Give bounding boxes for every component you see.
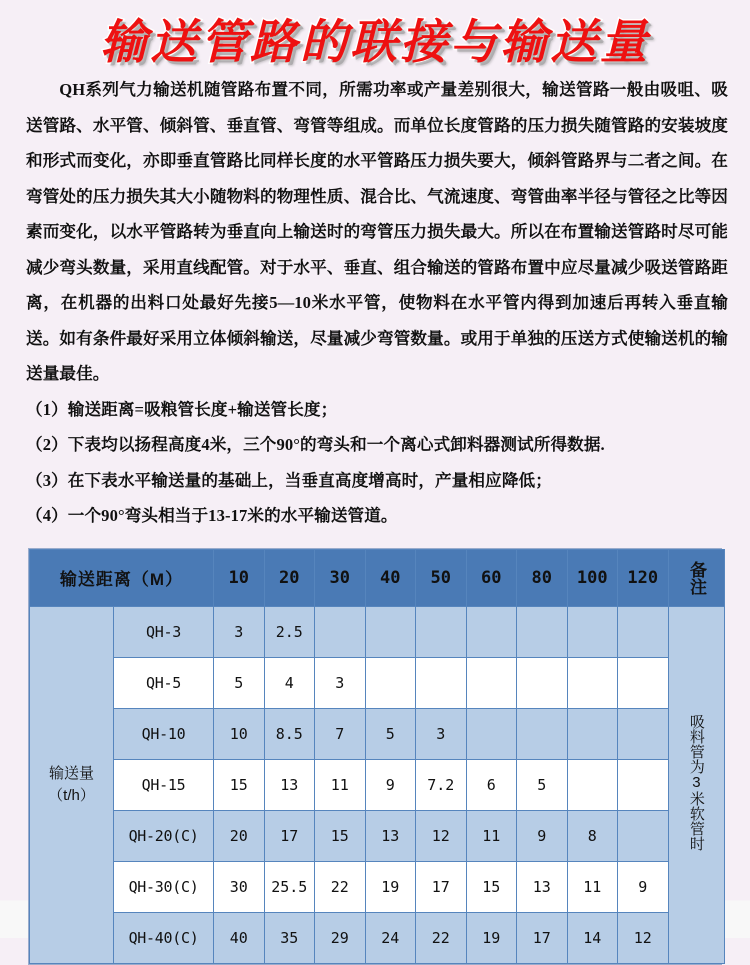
spec-table-container bbox=[28, 548, 722, 965]
table-header-row bbox=[30, 549, 725, 606]
cell-value: 22 bbox=[315, 861, 366, 912]
cell-value: 9 bbox=[618, 861, 669, 912]
cell-value bbox=[466, 606, 517, 657]
cell-value bbox=[618, 810, 669, 861]
cell-value: 8 bbox=[567, 810, 618, 861]
header-remark: 备注 bbox=[668, 549, 724, 606]
table-row bbox=[30, 759, 725, 810]
cell-value: 30 bbox=[214, 861, 265, 912]
header-distance-40: 40 bbox=[365, 549, 416, 606]
cell-value bbox=[466, 657, 517, 708]
cell-value: 12 bbox=[618, 912, 669, 963]
header-distance-10: 10 bbox=[214, 549, 265, 606]
cell-value: 13 bbox=[264, 759, 315, 810]
cell-value bbox=[618, 657, 669, 708]
cell-model: QH-30(C) bbox=[114, 861, 214, 912]
cell-value: 14 bbox=[567, 912, 618, 963]
cell-value: 19 bbox=[466, 912, 517, 963]
cell-value: 15 bbox=[315, 810, 366, 861]
cell-remark bbox=[668, 606, 724, 963]
cell-value: 5 bbox=[365, 708, 416, 759]
cell-value bbox=[416, 657, 467, 708]
cell-value: 17 bbox=[517, 912, 568, 963]
table-body bbox=[30, 606, 725, 963]
cell-value bbox=[416, 606, 467, 657]
cell-value: 10 bbox=[214, 708, 265, 759]
cell-value: 3 bbox=[315, 657, 366, 708]
cell-value: 12 bbox=[416, 810, 467, 861]
cell-value bbox=[517, 657, 568, 708]
cell-value bbox=[365, 606, 416, 657]
table-row bbox=[30, 708, 725, 759]
note-item-3: （3）在下表水平输送量的基础上，当垂直高度增高时，产量相应降低； bbox=[26, 470, 552, 490]
cell-value bbox=[315, 606, 366, 657]
cell-value: 19 bbox=[365, 861, 416, 912]
table-header bbox=[30, 549, 725, 606]
cell-value: 29 bbox=[315, 912, 366, 963]
cell-value bbox=[567, 606, 618, 657]
header-distance-30: 30 bbox=[315, 549, 366, 606]
cell-value: 11 bbox=[466, 810, 517, 861]
cell-value: 3 bbox=[416, 708, 467, 759]
cell-value: 15 bbox=[466, 861, 517, 912]
note-item-1: （1）输送距离=吸粮管长度+输送管长度； bbox=[26, 399, 338, 419]
note-item-4: （4）一个90°弯头相当于13-17米的水平输送管道。 bbox=[26, 506, 398, 525]
body-text-block bbox=[0, 72, 750, 534]
table-row bbox=[30, 810, 725, 861]
note-item-2: （2）下表均以扬程高度4米，三个90°的弯头和一个离心式卸料器测试所得数据. bbox=[26, 435, 605, 454]
table-row bbox=[30, 861, 725, 912]
cell-value: 40 bbox=[214, 912, 265, 963]
table-row bbox=[30, 657, 725, 708]
remark-text: 吸料管为3米软管时 bbox=[687, 714, 705, 851]
cell-value: 11 bbox=[567, 861, 618, 912]
cell-value bbox=[567, 708, 618, 759]
cell-value: 5 bbox=[214, 657, 265, 708]
header-distance-80: 80 bbox=[517, 549, 568, 606]
cell-value: 20 bbox=[214, 810, 265, 861]
header-distance-50: 50 bbox=[416, 549, 467, 606]
cell-value bbox=[365, 657, 416, 708]
cell-value: 9 bbox=[365, 759, 416, 810]
cell-value: 7 bbox=[315, 708, 366, 759]
cell-model: QH-3 bbox=[114, 606, 214, 657]
table-row bbox=[30, 606, 725, 657]
cell-model: QH-40(C) bbox=[114, 912, 214, 963]
cell-value bbox=[618, 759, 669, 810]
cell-value: 17 bbox=[264, 810, 315, 861]
cell-value bbox=[618, 708, 669, 759]
cell-value: 9 bbox=[517, 810, 568, 861]
row-label-line-2: （t/h） bbox=[48, 786, 95, 804]
cell-model: QH-15 bbox=[114, 759, 214, 810]
header-distance: 输送距离（M） bbox=[30, 549, 214, 606]
cell-value: 3 bbox=[214, 606, 265, 657]
cell-value: 6 bbox=[466, 759, 517, 810]
cell-value: 22 bbox=[416, 912, 467, 963]
header-distance-60: 60 bbox=[466, 549, 517, 606]
cell-value: 25.5 bbox=[264, 861, 315, 912]
conveying-capacity-table bbox=[29, 549, 725, 964]
header-distance-20: 20 bbox=[264, 549, 315, 606]
cell-value bbox=[618, 606, 669, 657]
cell-value: 13 bbox=[517, 861, 568, 912]
cell-value: 13 bbox=[365, 810, 416, 861]
cell-model: QH-5 bbox=[114, 657, 214, 708]
header-distance-120: 120 bbox=[618, 549, 669, 606]
cell-value: 15 bbox=[214, 759, 265, 810]
cell-model: QH-10 bbox=[114, 708, 214, 759]
cell-value: 5 bbox=[517, 759, 568, 810]
cell-value bbox=[517, 708, 568, 759]
page-title: 输送管路的联接与输送量 bbox=[100, 14, 650, 70]
cell-value: 8.5 bbox=[264, 708, 315, 759]
cell-value: 17 bbox=[416, 861, 467, 912]
main-paragraph: QH系列气力输送机随管路布置不同，所需功率或产量差别很大，输送管路一般由吸咀、吸送管路、水平管、倾斜管、垂直管、弯管等组成。而单位长度管路的压力损失随管路的安装坡度和形式而变化，亦即垂直管路比同样长度的水平管路压力损失要大，倾斜管路界与二者之间。在弯管处的压力损失其大小随物料的物理性质、混合比、气流速度、弯管曲率半径与管径之比等因素而变化，以水平管路转为垂直向上输送时的弯管压力损失最大。所以在布置输送管路时尽可能减少弯头数量，采用直线配管。对于水平、垂直、组合输送的管路布置中应尽量减少吸送管路距离，在机器的出料口处最好先接5—10米水平管，使物料在水平管内得到加速后再转入垂直输送。如有条件最好采用立体倾斜输送，尽量减少弯管数量。或用于单独的压送方式使输送机的输送量最佳。 bbox=[26, 80, 728, 383]
cell-value: 7.2 bbox=[416, 759, 467, 810]
header-distance-100: 100 bbox=[567, 549, 618, 606]
notes-list bbox=[26, 392, 728, 534]
cell-value: 11 bbox=[315, 759, 366, 810]
row-label-line-1: 输送量 bbox=[48, 764, 94, 782]
cell-value: 24 bbox=[365, 912, 416, 963]
cell-value bbox=[567, 759, 618, 810]
cell-value bbox=[466, 708, 517, 759]
cell-value bbox=[567, 657, 618, 708]
title-banner bbox=[0, 0, 750, 72]
cell-model: QH-20(C) bbox=[114, 810, 214, 861]
cell-value: 2.5 bbox=[264, 606, 315, 657]
cell-value: 4 bbox=[264, 657, 315, 708]
cell-value: 35 bbox=[264, 912, 315, 963]
row-label-capacity bbox=[30, 606, 114, 963]
cell-value bbox=[517, 606, 568, 657]
